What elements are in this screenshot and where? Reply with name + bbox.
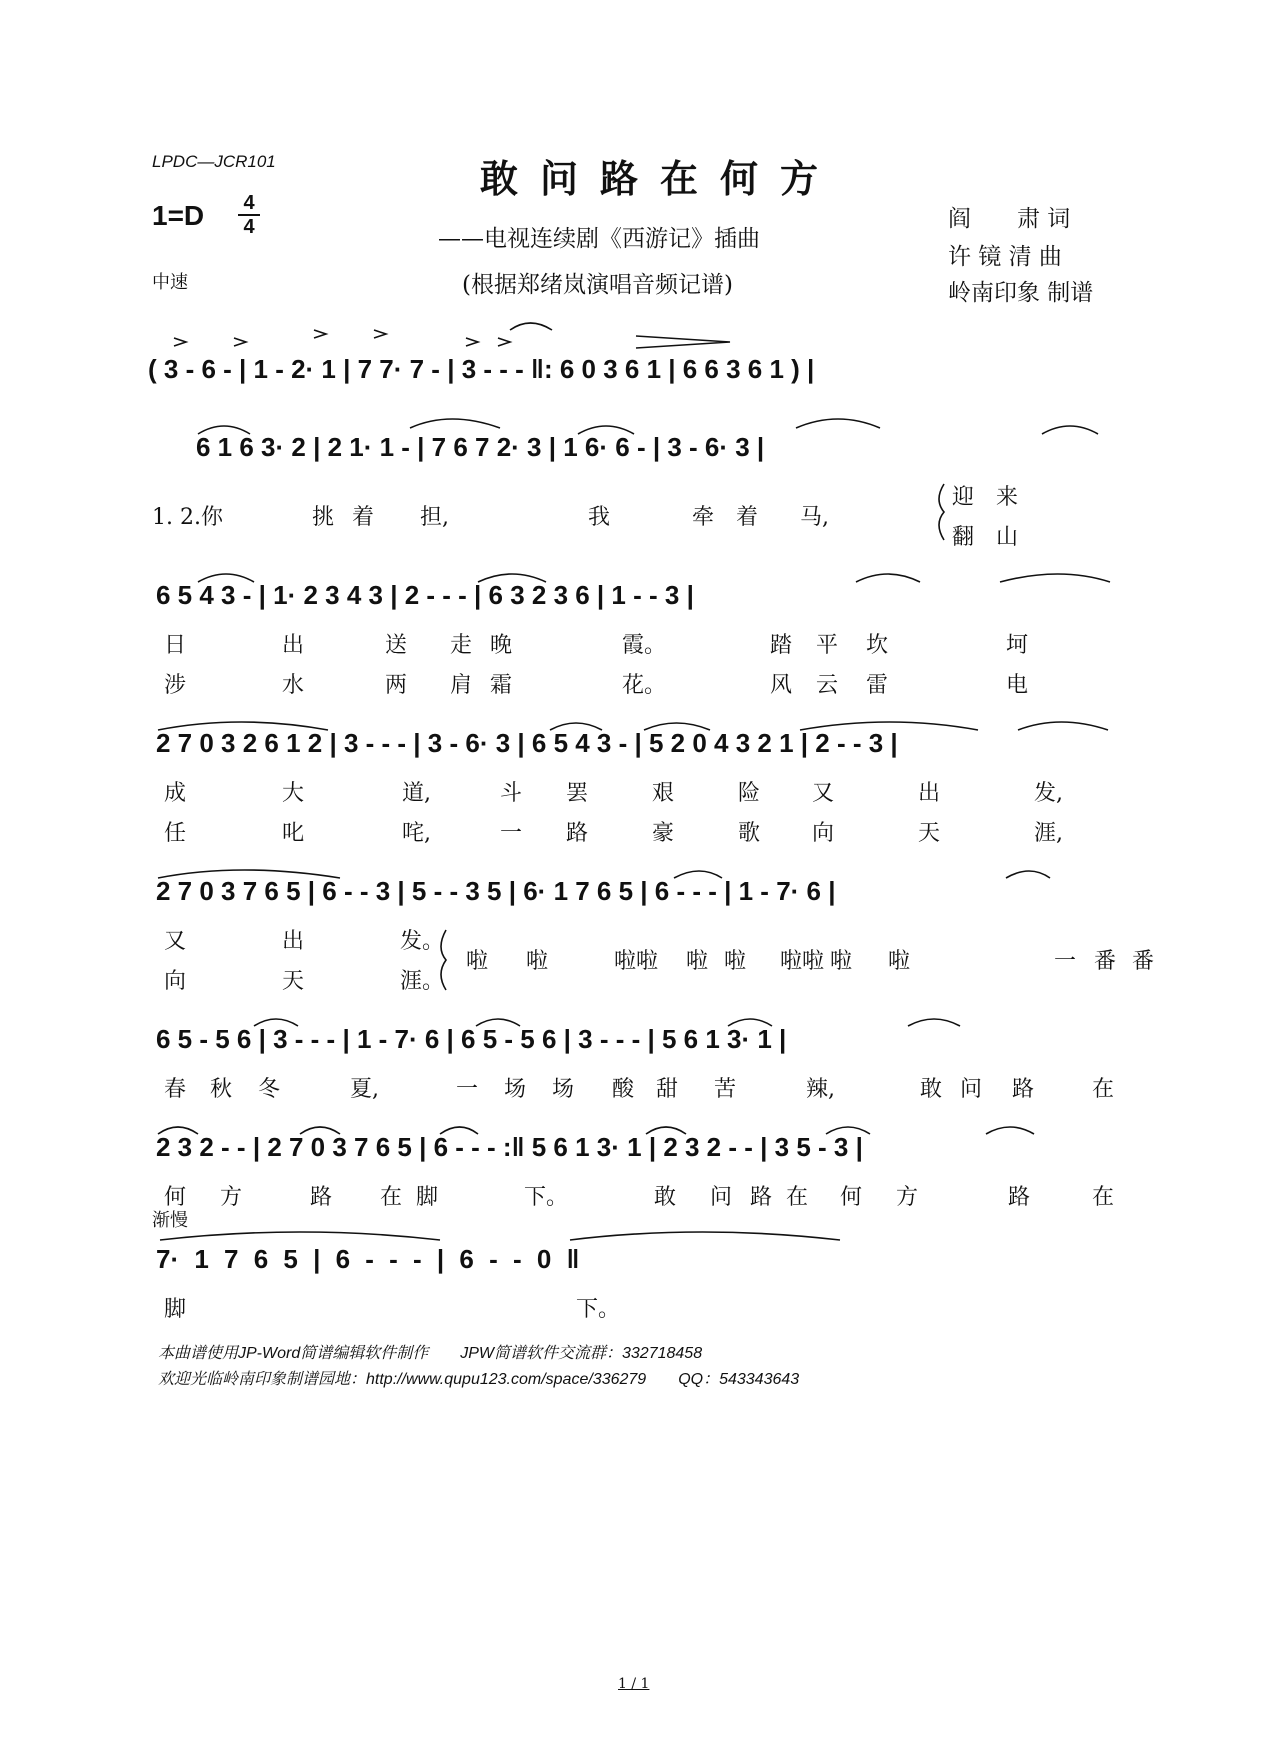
lyric-syllable: 涯。 xyxy=(400,969,445,994)
lyric-syllable: 担, xyxy=(420,505,449,530)
lyric-syllable: 向 xyxy=(164,969,187,994)
score-line-8: 7· 1 7 6 5 | 6 - - - | 6 - - 0 ‖ xyxy=(156,1244,580,1274)
lyric-syllable: 夏, xyxy=(350,1077,379,1102)
lyric-syllable: 晚 xyxy=(490,633,513,658)
decrescendo-hairpin xyxy=(636,336,730,348)
lyric-syllable: 送 xyxy=(385,633,408,658)
lyric-syllable: 问 xyxy=(960,1077,983,1102)
slur xyxy=(800,722,978,730)
lyric-syllable: 场 xyxy=(552,1077,575,1102)
score-line-5: 2 7 0 3 7 6 5 | 6 - - 3 | 5 - - 3 5 | 6· 1 7 6 5 | 6 - - - | 1 - 7· 6 | xyxy=(156,876,836,906)
lyric-syllable: 方 xyxy=(220,1185,243,1210)
lyric-syllable: 啦 xyxy=(686,949,709,974)
lyric-syllable: 啦 xyxy=(724,949,747,974)
lyric-syllable: 坷 xyxy=(1006,633,1029,658)
slur xyxy=(1000,574,1110,582)
lyric-syllable: 肩 xyxy=(450,673,473,698)
page-number: 1 / 1 xyxy=(618,1676,650,1692)
lyric-syllable: 成 xyxy=(164,781,187,806)
lyric-syllable: 水 xyxy=(282,673,305,698)
slur xyxy=(510,323,552,330)
lyric-syllable: 天 xyxy=(282,969,305,994)
song-title: 敢问路在何方 xyxy=(480,156,841,201)
lyric-syllable: 脚 xyxy=(416,1185,439,1210)
lyric-syllable: 踏 xyxy=(770,633,793,658)
lyric-syllable: 出 xyxy=(282,633,305,658)
accent-mark xyxy=(234,338,246,346)
lyric-syllable: 日 xyxy=(164,633,187,658)
lyric-syllable: 啦 xyxy=(888,949,911,974)
lyric-syllable: 平 xyxy=(816,633,839,658)
lyric-syllable: 甜 xyxy=(656,1077,679,1102)
lyric-syllable: 霞。 xyxy=(622,633,667,658)
lyric-syllable: 方 xyxy=(896,1185,919,1210)
lyric-syllable: 路 xyxy=(566,821,589,846)
time-top: 4 xyxy=(243,192,255,214)
lyric-syllable: 1. 2.你 xyxy=(152,505,223,530)
lyric-syllable: 番 xyxy=(1094,949,1117,974)
accent-mark xyxy=(174,338,186,346)
lyric-syllable: 又 xyxy=(164,929,187,954)
lyric-syllable: 叱 xyxy=(282,821,305,846)
slur xyxy=(478,574,546,582)
slur xyxy=(158,722,328,730)
lyric-syllable: 天 xyxy=(918,821,941,846)
accent-mark xyxy=(466,338,478,346)
lyric-syllable: 场 xyxy=(504,1077,527,1102)
slur xyxy=(198,574,254,582)
slur xyxy=(644,723,710,730)
lyric-syllable: 两 xyxy=(385,673,408,698)
lyric-syllable: 涯, xyxy=(1034,821,1063,846)
lyric-syllable: 啦 xyxy=(830,949,853,974)
score-line-6: 6 5 - 5 6 | 3 - - - | 1 - 7· 6 | 6 5 - 5 6 | 3 - - - | 5 6 1 3· 1 | xyxy=(156,1024,787,1054)
lyric-syllable: 春 xyxy=(164,1077,187,1102)
slur xyxy=(1018,722,1108,730)
lyric-syllable: 霜 xyxy=(490,673,513,698)
lyric-syllable: 道, xyxy=(402,781,431,806)
lyric-syllable: 罢 xyxy=(566,781,589,806)
lyric-syllable: 路 xyxy=(1012,1077,1035,1102)
lyric-syllable: 发, xyxy=(1034,781,1063,806)
lyric-syllable: 云 xyxy=(816,673,839,698)
lyric-syllable: 向 xyxy=(812,821,835,846)
slur xyxy=(254,1019,298,1026)
slur xyxy=(1042,426,1098,434)
accent-mark xyxy=(314,330,326,338)
lyric-syllable: 出 xyxy=(918,781,941,806)
lyric-syllable: 挑 xyxy=(312,505,335,530)
accent-mark xyxy=(498,338,510,346)
lyric-syllable: 发。 xyxy=(400,929,445,954)
song-subtitle: ——电视连续剧《西游记》插曲 xyxy=(438,226,760,252)
slur xyxy=(160,1232,440,1240)
lyric-syllable: 我 xyxy=(588,505,611,530)
slur xyxy=(440,1127,478,1134)
score-line-1: ( 3 - 6 - | 1 - 2· 1 | 7 7· 7 - | 3 - - - ‖: 6 0 3 6 1 | 6 6 3 6 1 ) | xyxy=(148,354,815,384)
lyric-syllable: 电 xyxy=(1006,673,1029,698)
footer-software-line: 本曲谱使用JP-Word简谱编辑软件制作 JPW简谱软件交流群：332718458 xyxy=(158,1345,703,1362)
lyric-syllable: 任 xyxy=(164,821,187,846)
lyric-syllable: 脚 xyxy=(164,1297,187,1322)
slur xyxy=(158,1127,198,1134)
lyric-syllable: 出 xyxy=(282,929,305,954)
lyric-syllable: 啦 xyxy=(466,949,489,974)
lyric-syllable: 大 xyxy=(282,781,305,806)
score-line-3: 6 5 4 3 - | 1· 2 3 4 3 | 2 - - - | 6 3 2 3 6 | 1 - - 3 | xyxy=(156,580,694,610)
lyric-syllable: 在 xyxy=(786,1185,809,1210)
slur xyxy=(796,419,880,428)
lyric-syllable: 路 xyxy=(750,1185,773,1210)
lyric-brace xyxy=(441,930,446,990)
lyric-syllable: 问 xyxy=(710,1185,733,1210)
slur xyxy=(578,426,634,434)
slur xyxy=(476,1019,520,1026)
lyric-syllable: 风 xyxy=(770,673,793,698)
footer-website-line: 欢迎光临岭南印象制谱园地：http://www.qupu123.com/space/336279 QQ：543343643 xyxy=(158,1371,800,1388)
lyric-syllable: 秋 xyxy=(210,1077,233,1102)
lyric-syllable: 着 xyxy=(736,505,759,530)
slur xyxy=(728,1019,772,1026)
lyric-syllable: 啦 xyxy=(526,949,549,974)
slur xyxy=(410,419,500,428)
brace-lyric-b: 翻 山 xyxy=(952,525,1019,550)
lyric-syllable: 在 xyxy=(1092,1077,1115,1102)
lyric-syllable: 酸 xyxy=(612,1077,635,1102)
lyric-syllable: 何 xyxy=(840,1185,863,1210)
lyricist-credit: 阎 肃 词 xyxy=(948,206,1071,232)
lyric-syllable: 在 xyxy=(1092,1185,1115,1210)
slur xyxy=(198,426,250,434)
composer-credit: 许 镜 清 曲 xyxy=(948,244,1062,270)
lyric-syllable: 着 xyxy=(352,505,375,530)
slur xyxy=(908,1019,960,1026)
slur xyxy=(300,1127,340,1134)
lyric-syllable: 涉 xyxy=(164,673,187,698)
lyric-syllable: 辣, xyxy=(806,1077,835,1102)
accent-mark xyxy=(374,330,386,338)
slur xyxy=(158,870,340,878)
transcription-note: (根据郑绪岚演唱音频记谱) xyxy=(462,272,733,298)
score-line-4: 2 7 0 3 2 6 1 2 | 3 - - - | 3 - 6· 3 | 6 5 4 3 - | 5 2 0 4 3 2 1 | 2 - - 3 | xyxy=(156,728,898,758)
score-line-2: 6 1 6 3· 2 | 2 1· 1 - | 7 6 7 2· 3 | 1 6· 6 - | 3 - 6· 3 | xyxy=(196,432,765,462)
ritardando-mark: 渐慢 xyxy=(152,1210,188,1231)
lyric-syllable: 下。 xyxy=(576,1297,621,1322)
lyric-syllable: 敢 xyxy=(920,1077,943,1102)
lyric-syllable: 马, xyxy=(800,505,829,530)
lyric-syllable: 路 xyxy=(310,1185,333,1210)
lyric-brace xyxy=(939,484,944,540)
score-line-7: 2 3 2 - - | 2 7 0 3 7 6 5 | 6 - - - :‖ 5 6 1 3· 1 | 2 3 2 - - | 3 5 - 3 | xyxy=(156,1132,863,1162)
lyric-syllable: 险 xyxy=(738,781,761,806)
lyric-syllable: 在 xyxy=(380,1185,403,1210)
lyric-syllable: 咤, xyxy=(402,821,431,846)
time-bottom: 4 xyxy=(243,216,255,238)
lyric-syllable: 坎 xyxy=(866,633,889,658)
lyric-syllable: 又 xyxy=(812,781,835,806)
lyric-syllable: 番 xyxy=(1132,949,1155,974)
lyric-syllable: 牵 xyxy=(692,505,715,530)
lyric-syllable: 歌 xyxy=(738,821,761,846)
lyric-syllable: 一 xyxy=(456,1077,479,1102)
lyric-syllable: 艰 xyxy=(652,781,675,806)
slur xyxy=(570,1232,840,1240)
lyric-syllable: 路 xyxy=(1008,1185,1031,1210)
arranger-credit: 岭南印象 制谱 xyxy=(948,280,1094,306)
lyric-syllable: 苦 xyxy=(714,1077,737,1102)
lyric-syllable: 斗 xyxy=(500,781,523,806)
lyric-syllable: 雷 xyxy=(866,673,889,698)
lyric-syllable: 冬 xyxy=(258,1077,281,1102)
lyric-syllable: 何 xyxy=(164,1185,187,1210)
lyric-syllable: 花。 xyxy=(622,673,667,698)
lyric-syllable: 啦啦 xyxy=(780,949,825,974)
slur xyxy=(826,1127,870,1134)
key-signature: 1=D xyxy=(152,200,205,231)
lyric-syllable: 走 xyxy=(450,633,473,658)
slur xyxy=(856,574,920,582)
slur xyxy=(674,871,722,878)
slur xyxy=(1006,871,1050,878)
score-code: LPDC—JCR101 xyxy=(152,152,276,171)
lyric-syllable: 一 xyxy=(1054,949,1077,974)
slur xyxy=(646,1127,686,1134)
tempo-marking: 中速 xyxy=(152,272,188,293)
lyric-syllable: 下。 xyxy=(524,1185,569,1210)
slur xyxy=(986,1127,1034,1134)
brace-lyric-a: 迎 来 xyxy=(952,485,1019,510)
lyric-syllable: 啦啦 xyxy=(614,949,659,974)
slur xyxy=(550,723,602,730)
lyric-syllable: 敢 xyxy=(654,1185,677,1210)
lyric-syllable: 一 xyxy=(500,821,523,846)
lyric-syllable: 豪 xyxy=(652,821,675,846)
